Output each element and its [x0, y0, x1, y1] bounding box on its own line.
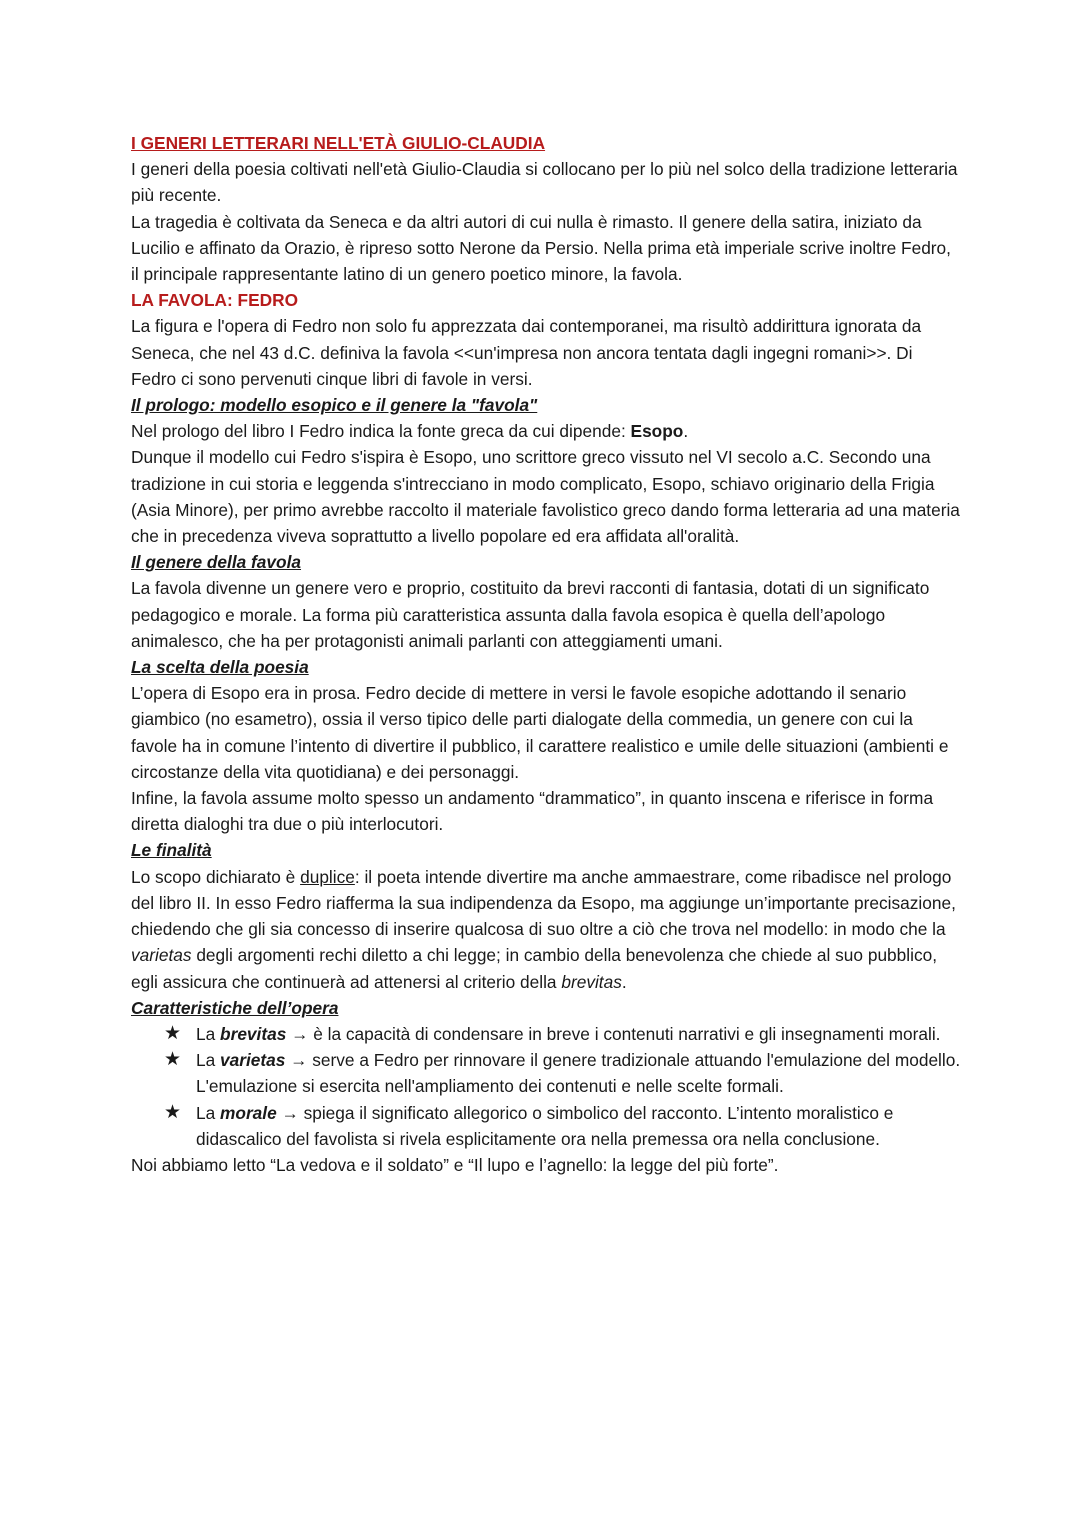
prologo-paragraph-1 [131, 418, 961, 444]
list-item [164, 1100, 961, 1152]
star-icon: ★ [164, 1049, 182, 1071]
finalita-text-c: : il poeta intende divertire ma anche ammaestrare, come ribadisce nel prologo del libro II. In esso Fedro riafferma la sua indipendenza da Esopo, ma aggiunge un’importante precisazione, chiedendo che gli sia concesso di inserire qualcosa di suo oltre a ciò che trova nel modello: in modo che la [131, 866, 956, 940]
bullet-text: → serve a Fedro per rinnovare il genere tradizionale attuando l'emulazione del modello. L'emulazione si esercita nell'ampliamento dei contenuti e nelle scelte formali. [196, 1050, 961, 1097]
intro-paragraph-2: La tragedia è coltivata da Seneca e da altri autori di cui nulla è rimasto. Il genere della satira, iniziato da Lucilio e affinato da Orazio, è ripreso sotto Nerone da Persio. Nella prima età imperiale scrive inoltre Fedro, il principale rappresentante latino di un genero poetico minore, la favola. [131, 211, 951, 285]
prologo-paragraph-2: Dunque il modello cui Fedro s'ispira è Esopo, uno scrittore greco vissuto nel VI secolo a.C. Secondo una tradizione in cui storia e leggenda s'intrecciano in modo complicato, Esopo, schiavo originario della Frigia (Asia Minore), per primo avrebbe raccolto il materiale favolistico greco dando forma letteraria ad una materia che in precedenza viveva soprattutto a livello popolare ed era affidata all'oralità. [131, 447, 960, 547]
prologo-esopo: Esopo [630, 421, 684, 442]
bullet-term: brevitas [220, 1023, 287, 1044]
finalita-paragraph [131, 864, 961, 995]
subheading-poesia: La scelta della poesia [131, 657, 309, 678]
genere-paragraph: La favola divenne un genere vero e proprio, costituito da brevi racconti di fantasia, dotati di un significato pedagogico e morale. La forma più caratteristica assunta dalla favola esopica è quella dell’apologo animalesco, che ha per protagonisti animali parlanti con atteggiamenti umani. [131, 578, 930, 651]
finalita-text-e: degli argomenti rechi diletto a chi legge; in cambio della benevolenza che chiede al suo pubblico, egli assicura che continuerà ad attenersi al criterio della [131, 945, 938, 992]
bullet-pre: La [196, 1023, 221, 1044]
bullet-text: → spiega il significato allegorico o simbolico del racconto. L’intento moralistico e didascalico del favolista si rivela esplicitamente ora nella premessa ora nella conclusione. [196, 1102, 894, 1149]
finalita-duplice: duplice [300, 866, 355, 887]
finalita-brevitas: brevitas [561, 971, 622, 992]
bullet-pre: La [196, 1102, 221, 1123]
subheading-caratteristiche: Caratteristiche dell’opera [131, 997, 339, 1018]
finalita-period: . [621, 971, 627, 992]
list-item [164, 1021, 961, 1047]
poesia-paragraph-2: Infine, la favola assume molto spesso un andamento “drammatico”, in quanto inscena e riferisce in forma diretta dialoghi tra due o più interlocutori. [131, 788, 934, 835]
bullet-term: morale [220, 1102, 277, 1123]
subheading-prologo: Il prologo: modello esopico e il genere la "favola" [131, 395, 538, 416]
subheading-genere: Il genere della favola [131, 552, 302, 573]
bullet-term: varietas [220, 1050, 286, 1071]
poesia-paragraph-1: L’opera di Esopo era in prosa. Fedro decide di mettere in versi le favole esopiche adottando il senario giambico (no esametro), ossia il verso tipico delle parti dialogate della commedia, un genere con cui la favole ha in comune l’intento di divertire il pubblico, il carattere realistico e umile delle situazioni (ambienti e circostanze della vita quotidiana) e dei personaggi. [131, 683, 949, 782]
intro-paragraph-1: I generi della poesia coltivati nell'età Giulio-Claudia si collocano per lo più nel solco della tradizione letteraria più recente. [131, 159, 958, 206]
prologo-text: Nel prologo del libro I Fedro indica la fonte greca da cui dipende: [131, 421, 631, 442]
favola-paragraph: La figura e l'opera di Fedro non solo fu apprezzata dai contemporanei, ma risultò addirittura ignorata da Seneca, che nel 43 d.C. definiva la favola <<un'impresa non ancora tentata dagli ingegni romani>>. Di Fedro ci sono pervenuti cinque libri di favole in versi. [131, 316, 922, 389]
page-title: I GENERI LETTERARI NELL'ETÀ GIULIO-CLAUDIA [131, 133, 546, 153]
prologo-period: . [683, 421, 689, 442]
finalita-varietas: varietas [131, 945, 192, 966]
document-page [131, 130, 961, 1178]
closing-paragraph: Noi abbiamo letto “La vedova e il soldato” e “Il lupo e l’agnello: la legge del più forte”. [131, 1154, 779, 1175]
bullet-text: → è la capacità di condensare in breve i contenuti narrativi e gli insegnamenti morali. [286, 1023, 941, 1044]
section-heading-favola: LA FAVOLA: FEDRO [131, 290, 299, 311]
subheading-finalita: Le finalità [131, 840, 212, 861]
bullet-pre: La [196, 1050, 221, 1071]
star-icon: ★ [164, 1101, 182, 1123]
finalita-text-a: Lo scopo dichiarato è [131, 866, 301, 887]
star-icon: ★ [164, 1022, 182, 1044]
characteristics-list [131, 1021, 961, 1152]
list-item [164, 1047, 961, 1099]
